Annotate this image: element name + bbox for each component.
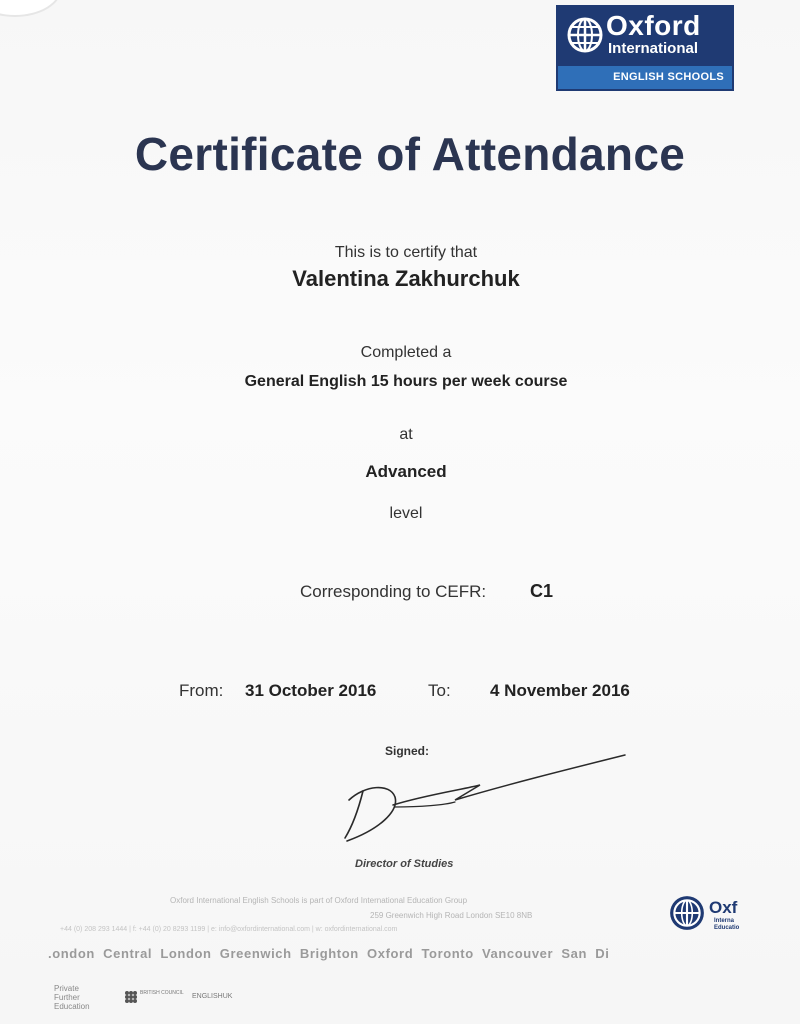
logo-strip: ENGLISH SCHOOLS — [558, 66, 732, 89]
completed-line: Completed a — [360, 344, 452, 361]
cefr-label: Corresponding to CEFR: — [300, 582, 487, 601]
accreditation-private: Private Further Education — [54, 984, 90, 1011]
certificate-title: Certificate of Attendance — [134, 128, 686, 180]
footer-group-line: Oxford International English Schools is part of Oxford International Education Group — [170, 896, 468, 905]
footer-address-line: 259 Greenwich High Road London SE10 8NB — [370, 911, 533, 920]
footer-contact-line: +44 (0) 208 293 1444 | f: +44 (0) 20 8293 1199 | e: info@oxfordinternational.com | w: oxfordinternational.com — [60, 926, 398, 933]
accreditation-bc: BRITISH COUNCIL — [140, 990, 184, 996]
from-label: From: — [179, 681, 224, 700]
footer-logo-brand: Oxf — [709, 898, 738, 917]
signatory-title: Director of Studies — [355, 858, 454, 870]
to-label: To: — [428, 681, 451, 700]
cefr-value: C1 — [530, 581, 554, 601]
globe-icon — [567, 17, 603, 53]
recipient-name: Valentina Zakhurchuk — [292, 266, 520, 291]
at-line: at — [399, 426, 413, 443]
level-line: level — [389, 505, 423, 522]
logo-brand-text: Oxford — [606, 10, 701, 41]
oxford-logo — [556, 5, 734, 91]
accreditation-englishuk: ENGLISHUK — [192, 993, 233, 1000]
signature-image — [335, 745, 635, 845]
course-name: General English 15 hours per week course — [244, 373, 568, 390]
footer-logo-sub — [714, 918, 739, 932]
footer-logo-sub2: Educatio — [714, 925, 740, 931]
logo-top-panel — [558, 7, 732, 66]
level-value: Advanced — [365, 462, 447, 481]
to-date: 4 November 2016 — [490, 681, 630, 700]
signed-label: Signed: — [385, 744, 429, 758]
footer-logo-sub1: Interna — [714, 918, 735, 924]
certify-line: This is to certify that — [334, 244, 478, 261]
footer-globe-icon — [668, 894, 706, 932]
from-date: 31 October 2016 — [245, 681, 377, 700]
logo-subbrand-text: International — [608, 40, 699, 57]
corner-artifact — [0, 0, 60, 15]
british-council-icon — [124, 990, 138, 1004]
school-cities: .ondon Central London Greenwich Brighton Oxford Toronto Vancouver San Di — [48, 946, 610, 961]
